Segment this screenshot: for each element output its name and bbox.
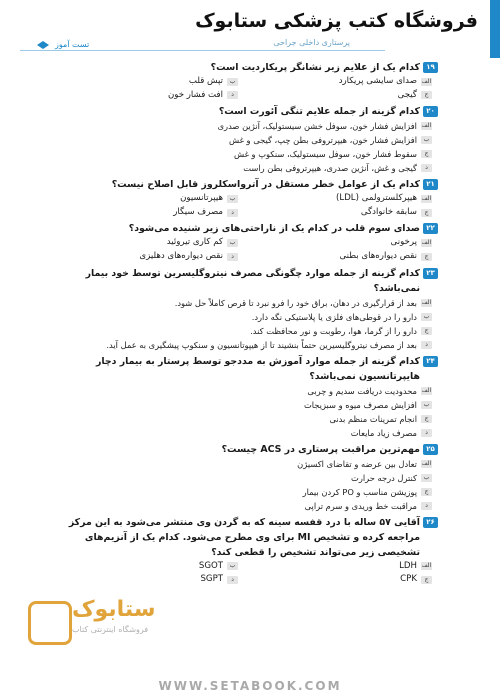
publisher-logo-text: تست آموز xyxy=(55,40,90,49)
question-block xyxy=(62,221,438,263)
option-text: نقص دیواره‌های دهلیزی xyxy=(139,250,223,261)
question-text: کدام گزینه از جمله علایم تنگی آئورت است؟ xyxy=(218,106,420,118)
option-text: بعد از قرارگیری در دهان، براق خود را فرو نبرد تا قرص کاملاً حل شود. xyxy=(174,297,417,308)
option-text: سابقه خانوادگی xyxy=(360,206,417,217)
option-letter-badge: ج xyxy=(421,209,432,217)
answer-option[interactable] xyxy=(256,250,438,264)
option-letter-badge: الف xyxy=(421,460,432,467)
option-text: افزایش مصرف میوه و سبزیجات xyxy=(303,399,417,410)
option-letter-badge: د xyxy=(421,429,432,437)
book-subtitle: پرستاری داخلی جراحی xyxy=(273,38,350,47)
option-letter-badge: د xyxy=(227,91,238,99)
option-letter-badge: ب xyxy=(421,313,432,321)
option-letter-badge: د xyxy=(227,576,238,584)
answer-option[interactable] xyxy=(62,471,438,485)
option-letter-badge: ج xyxy=(421,253,432,261)
option-letter-badge: الف xyxy=(421,240,432,247)
answer-options xyxy=(62,236,438,263)
store-brand-title: فروشگاه کتب پزشکی ستابوک xyxy=(195,10,478,32)
watermark-tagline: فروشگاه اینترنتی کتاب xyxy=(72,625,149,634)
option-letter-badge: ب xyxy=(227,239,238,247)
answer-options xyxy=(62,457,438,513)
answer-options xyxy=(62,75,438,102)
option-text: انجام تمرینات منظم بدنی xyxy=(329,413,417,424)
option-text: مصرف زیاد مایعات xyxy=(350,427,417,438)
option-text: SGPT xyxy=(200,574,223,585)
question-title xyxy=(62,60,438,75)
option-letter-badge: الف xyxy=(421,387,432,394)
option-letter-badge: د xyxy=(227,253,238,261)
publisher-logo-icon xyxy=(36,40,50,50)
option-text: گیجی و غش، آنژین صدری، هیپرتروفی بطن راست xyxy=(243,163,417,174)
option-text: دارو را در قوطی‌های فلزی یا پلاستیکی نگه دارد. xyxy=(251,311,417,322)
question-text: صدای سوم قلب در کدام یک از ناراحتی‌های زیر شنیده می‌شود؟ xyxy=(128,223,420,235)
option-letter-badge: ب xyxy=(227,562,238,570)
answer-options xyxy=(62,192,438,219)
option-letter-badge: ب xyxy=(421,136,432,144)
option-text: CPK xyxy=(400,574,417,585)
answer-option[interactable] xyxy=(62,426,438,440)
watermark-name: ستابوک xyxy=(72,597,156,622)
answer-option[interactable] xyxy=(62,560,244,574)
answer-option[interactable] xyxy=(62,133,438,147)
option-text: پرخونی xyxy=(390,237,417,248)
option-text: بعد از مصرف نیتروگلیسیرین حتماً بنشیند تا از هیپوتانسیون و سنکوپ پیشگیری به عمل آید. xyxy=(106,339,417,350)
answer-option[interactable] xyxy=(62,250,244,264)
option-text: LDH xyxy=(399,560,417,571)
question-title xyxy=(62,104,438,119)
option-letter-badge: ج xyxy=(421,91,432,99)
option-letter-badge: ب xyxy=(421,401,432,409)
option-letter-badge: د xyxy=(227,209,238,217)
option-text: افزایش فشار خون، سوفل خشن سیستولیک، آنژین صدری xyxy=(217,121,417,132)
header-divider xyxy=(20,50,385,51)
question-text: کدام گزینه از جمله موارد آموزش به مددجو توسط پرستار به بیمار دچار هایپرتانسیون نمی‌باشد؟ xyxy=(95,355,420,382)
option-text: افزایش فشار خون، هیپرتروفی بطن چپ، گیجی و غش xyxy=(229,135,417,146)
option-letter-badge: ج xyxy=(421,150,432,158)
answer-option[interactable] xyxy=(256,75,438,89)
answer-option[interactable] xyxy=(62,485,438,499)
answer-option[interactable] xyxy=(62,161,438,175)
question-number-badge: ۲۱ xyxy=(423,179,438,190)
option-letter-badge: د xyxy=(421,164,432,172)
answer-option[interactable] xyxy=(256,206,438,220)
watermark-logo xyxy=(28,595,163,645)
answer-option[interactable] xyxy=(62,89,244,103)
question-number-badge: ۲۶ xyxy=(423,517,438,528)
option-text: مراقبت خط وریدی و سرم تراپی xyxy=(304,500,417,511)
option-text: نقص دیواره‌های بطنی xyxy=(339,250,417,261)
option-text: تعادل بین عرضه و تقاضای اکسیژن xyxy=(297,458,417,469)
footer-url: WWW.SETABOOK.COM xyxy=(158,679,342,693)
option-letter-badge: الف xyxy=(421,195,432,202)
answer-option[interactable] xyxy=(62,398,438,412)
answer-options xyxy=(62,560,438,587)
answer-option[interactable] xyxy=(62,192,244,206)
question-block xyxy=(62,104,438,175)
question-block xyxy=(62,266,438,352)
question-block xyxy=(62,177,438,219)
question-text: کدام یک از علایم زیر نشانگر پریکاردیت است؟ xyxy=(210,62,420,73)
option-text: محدودیت دریافت سدیم و چربی xyxy=(307,385,417,396)
answer-option[interactable] xyxy=(62,310,438,324)
question-text: آقایی ۵۷ ساله با درد قفسه سینه که به گردن وی منتشر می‌شود به این مرکز مراجعه کرده و تشخیص MI برای وی مطرح می‌شود. کدام یک از آنزیم‌های تشخیصی زیر می‌تواند تشخیص را قطعی کند؟ xyxy=(68,516,420,558)
option-text: دارو را از گرما، هوا، رطوبت و نور محافظت کند. xyxy=(250,325,417,336)
answer-option[interactable] xyxy=(62,384,438,398)
answer-option[interactable] xyxy=(62,573,244,587)
answer-option[interactable] xyxy=(62,338,438,352)
answer-option[interactable] xyxy=(62,147,438,161)
questions-list xyxy=(62,58,438,587)
question-block xyxy=(62,515,438,587)
option-text: افت فشار خون xyxy=(167,89,223,100)
answer-option[interactable] xyxy=(62,412,438,426)
page-header xyxy=(0,0,500,62)
option-letter-badge: د xyxy=(421,502,432,510)
option-text: تپش قلب xyxy=(188,76,223,86)
option-text: SGOT xyxy=(198,560,223,571)
option-text: کنترل درجه حرارت xyxy=(351,472,417,483)
answer-option[interactable] xyxy=(256,560,438,574)
answer-option[interactable] xyxy=(256,192,438,206)
question-title xyxy=(62,177,438,192)
option-letter-badge: الف xyxy=(421,563,432,570)
option-letter-badge: ج xyxy=(421,576,432,584)
question-number-badge: ۱۹ xyxy=(423,62,438,73)
option-text: سقوط فشار خون، سوفل سیستولیک، سنکوپ و غش xyxy=(234,149,417,160)
option-letter-badge: ج xyxy=(421,415,432,423)
question-number-badge: ۲۰ xyxy=(423,106,438,117)
answer-option[interactable] xyxy=(62,206,244,220)
option-letter-badge: الف xyxy=(421,299,432,306)
question-block xyxy=(62,442,438,513)
option-text: صدای سایشی پریکارد xyxy=(338,76,417,86)
option-letter-badge: ب xyxy=(227,195,238,203)
question-text: کدام یک از عوامل خطر مستقل در آترواسکلروز قابل اصلاح نیست؟ xyxy=(111,179,420,191)
header-accent-bar xyxy=(490,0,500,58)
answer-option[interactable] xyxy=(62,296,438,310)
question-block xyxy=(62,354,438,440)
option-letter-badge: ج xyxy=(421,327,432,335)
answer-option[interactable] xyxy=(62,236,244,250)
answer-options xyxy=(62,119,438,175)
question-number-badge: ۲۳ xyxy=(423,268,438,279)
option-letter-badge: الف xyxy=(421,123,432,130)
option-text: مصرف سیگار xyxy=(173,206,223,217)
option-text: هیپرکلسترولمی (LDL) xyxy=(336,193,417,204)
question-block xyxy=(62,60,438,102)
answer-option[interactable] xyxy=(62,457,438,471)
option-text: گیجی xyxy=(397,89,417,100)
option-letter-badge: ب xyxy=(227,78,238,86)
question-text: کدام گزینه از جمله موارد چگونگی مصرف نیتروگلیسرین توسط خود بیمار نمی‌باشد؟ xyxy=(85,267,420,294)
question-title xyxy=(62,221,438,236)
answer-option[interactable] xyxy=(256,89,438,103)
option-letter-badge: د xyxy=(421,341,432,349)
option-letter-badge: ب xyxy=(421,474,432,482)
answer-option[interactable] xyxy=(256,236,438,250)
answer-option[interactable] xyxy=(62,499,438,513)
answer-option[interactable] xyxy=(62,324,438,338)
option-text: هیپرتانسیون xyxy=(180,193,223,204)
question-text: مهم‌ترین مراقبت پرستاری در ACS چیست؟ xyxy=(221,443,420,455)
question-title xyxy=(62,354,438,384)
option-letter-badge: ج xyxy=(421,488,432,496)
answer-option[interactable] xyxy=(62,75,244,89)
question-number-badge: ۲۲ xyxy=(423,223,438,234)
watermark-box-icon xyxy=(28,601,72,645)
answer-options xyxy=(62,384,438,440)
question-number-badge: ۲۵ xyxy=(423,444,438,455)
question-title xyxy=(62,266,438,296)
option-text: پوزیشن مناسب و PO کردن بیمار xyxy=(302,486,417,497)
option-letter-badge: الف xyxy=(421,78,432,85)
answer-option[interactable] xyxy=(256,573,438,587)
answer-option[interactable] xyxy=(62,119,438,133)
question-title xyxy=(62,442,438,457)
question-title xyxy=(62,515,438,560)
option-text: کم کاری تیروئید xyxy=(166,237,223,248)
question-number-badge: ۲۴ xyxy=(423,356,438,367)
answer-options xyxy=(62,296,438,352)
